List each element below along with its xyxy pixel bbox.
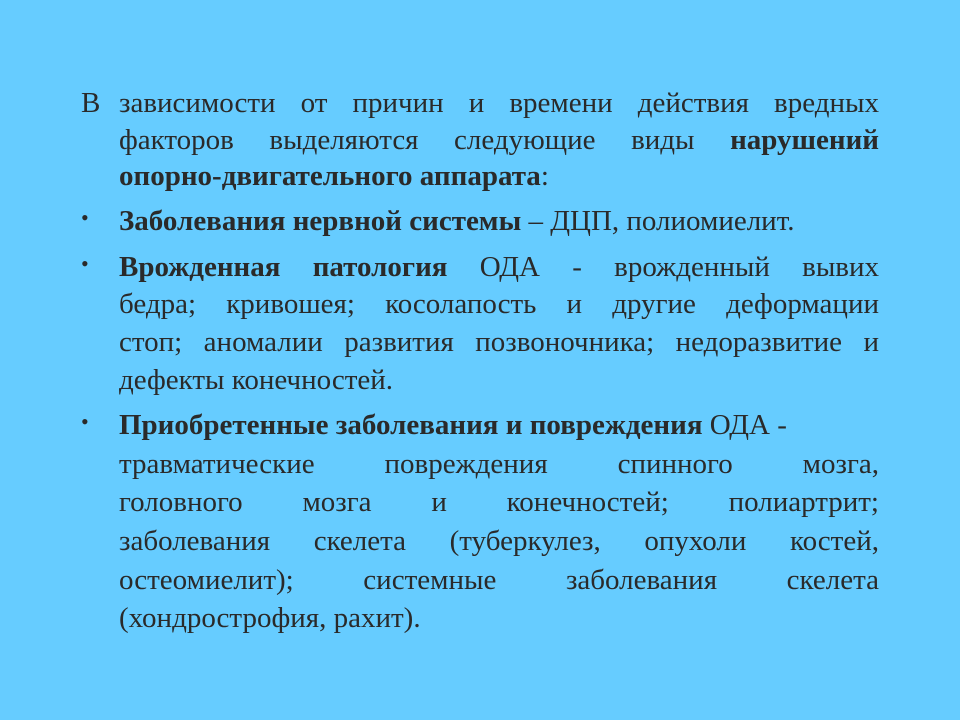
bullet-2-line-4 — [119, 361, 393, 399]
bullet-1-icon: • — [81, 205, 89, 230]
bullet-3-line-2 — [119, 445, 879, 483]
bullet-2-line-2 — [119, 285, 879, 323]
intro-line-2 — [119, 121, 879, 159]
intro-line-1 — [119, 84, 879, 122]
bullet-1-line-1 — [119, 202, 794, 240]
intro-line-1-text: зависимости от причин и времени действия вредных — [119, 87, 879, 119]
intro-prefix-text: В — [81, 87, 101, 119]
bullet-1-text: – ДЦП, полиомиелит. — [521, 205, 795, 237]
bullet-3-line-3 — [119, 483, 879, 521]
intro-prefix — [81, 84, 100, 122]
bullet-3-line-1 — [119, 406, 787, 444]
bullet-2-line-1 — [119, 248, 879, 286]
bullet-2-bold: Врожденная патология — [119, 251, 448, 283]
intro-line-2-text: факторов выделяются следующие виды — [119, 124, 695, 156]
bullet-3-line-4-text: заболевания скелета (туберкулез, опухоли костей, — [119, 525, 879, 557]
bullet-3-line-6-text: (хондрострофия, рахит). — [119, 602, 421, 634]
bullet-1-bold: Заболевания нервной системы — [119, 205, 522, 237]
bullet-2-line-3-text: стоп; аномалии развития позвоночника; недоразвитие и — [119, 326, 879, 358]
bullet-2-line-2-text: бедра; кривошея; косолапость и другие деформации — [119, 288, 879, 320]
bullet-2-line-4-text: дефекты конечностей. — [119, 364, 394, 396]
bullet-3-line-5-text: остеомиелит); системные заболевания скелета — [119, 564, 879, 596]
intro-line-2-bold: нарушений — [730, 124, 880, 156]
bullet-3-line-4 — [119, 522, 879, 560]
bullet-3-line-5 — [119, 561, 879, 599]
bullet-3-line-1-text: ОДА - — [702, 409, 787, 441]
intro-line-3-bold: опорно-двигательного аппарата — [119, 160, 541, 192]
bullet-2-line-1-text: ОДА - врожденный вывих — [479, 251, 880, 283]
intro-line-3-text: : — [540, 160, 549, 192]
bullet-3-bold: Приобретенные заболевания и повреждения — [119, 409, 703, 441]
bullet-3-line-3-text: головного мозга и конечностей; полиартрит; — [119, 486, 879, 518]
bullet-3-icon: • — [81, 409, 89, 434]
bullet-3-line-6 — [119, 599, 421, 637]
bullet-2-line-3 — [119, 323, 879, 361]
bullet-3-line-2-text: травматические повреждения спинного мозга, — [119, 448, 879, 480]
intro-line-3 — [119, 157, 549, 195]
bullet-2-icon: • — [81, 251, 89, 276]
